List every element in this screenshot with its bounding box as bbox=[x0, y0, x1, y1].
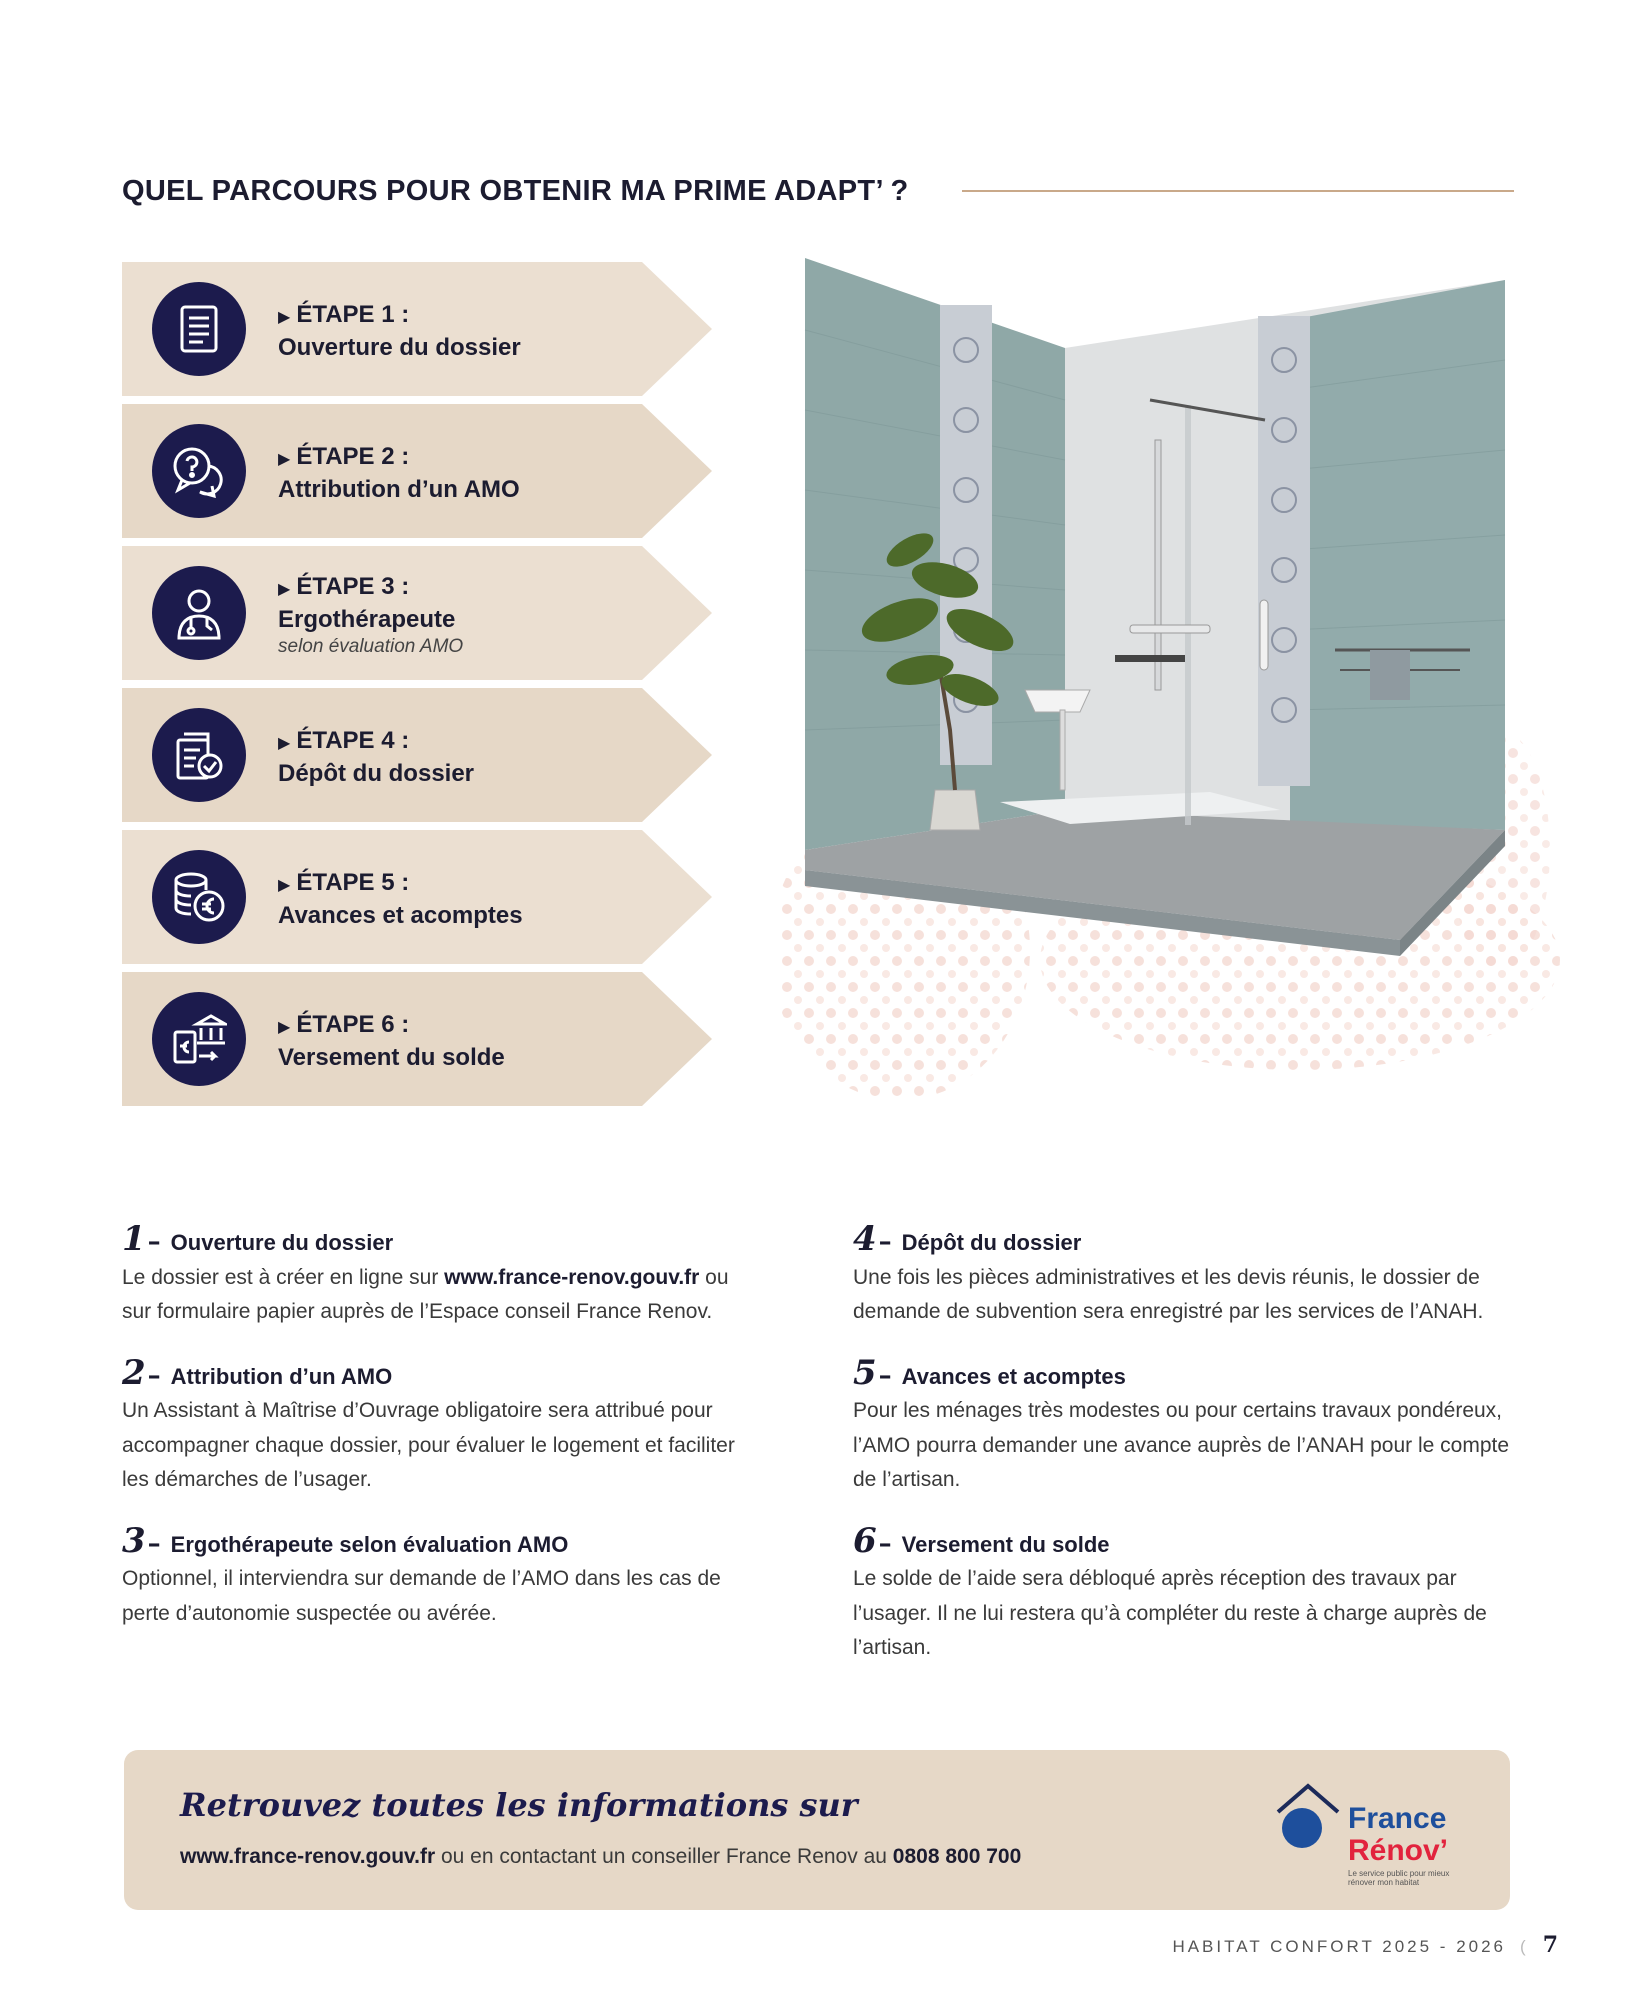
details-right-column bbox=[853, 1219, 1533, 1692]
detail-body-1: Le dossier est à créer en ligne sur www.france-renov.gouv.fr ou sur formulaire papier auprès de l’Espace conseil France Renov. bbox=[122, 1265, 729, 1323]
step-1-name: Ouverture du dossier bbox=[278, 334, 521, 361]
step-3-note: selon évaluation AMO bbox=[278, 636, 464, 657]
banner-phone: 0808 800 700 bbox=[892, 1845, 1022, 1868]
step-5-name: Avances et acomptes bbox=[278, 902, 523, 929]
step-6-name: Versement du solde bbox=[278, 1044, 505, 1071]
detail-number-2: 2 – bbox=[122, 1356, 161, 1393]
bank-transfer-icon bbox=[152, 992, 246, 1086]
detail-body-2: Un Assistant à Maîtrise d’Ouvrage obligatoire sera attribué pour accompagner chaque dossier, pour évaluer le logement et faciliter les démarches de l’usager. bbox=[122, 1399, 735, 1491]
step-1-label: ▶ ÉTAPE 1 : bbox=[278, 301, 410, 328]
detail-item-1 bbox=[122, 1219, 762, 1330]
step-3 bbox=[122, 546, 712, 680]
svg-text:France: France bbox=[1348, 1802, 1447, 1835]
step-3-name: Ergothérapeute bbox=[278, 606, 456, 633]
step-4-name: Dépôt du dossier bbox=[278, 760, 475, 787]
step-6 bbox=[122, 972, 712, 1106]
detail-number-5: 5 – bbox=[853, 1356, 892, 1393]
detail-item-5 bbox=[853, 1352, 1533, 1498]
page-number: 7 bbox=[1542, 1932, 1558, 1958]
step-2 bbox=[122, 404, 712, 538]
step-6-label: ▶ ÉTAPE 6 : bbox=[278, 1011, 410, 1038]
detail-number-6: 6 – bbox=[853, 1524, 892, 1561]
detail-title-3: Ergothérapeute selon évaluation AMO bbox=[170, 1531, 569, 1557]
detail-item-6 bbox=[853, 1520, 1533, 1666]
detail-title-5: Avances et acomptes bbox=[901, 1363, 1126, 1389]
banner-heading: Retrouvez toutes les informations sur bbox=[180, 1786, 858, 1824]
detail-item-2 bbox=[122, 1352, 762, 1498]
svg-text:rénover mon habitat: rénover mon habitat bbox=[1348, 1878, 1420, 1887]
step-1 bbox=[122, 262, 712, 396]
step-2-label: ▶ ÉTAPE 2 : bbox=[278, 443, 410, 470]
svg-text:Le service public pour mieux: Le service public pour mieux bbox=[1348, 1869, 1450, 1878]
detail-title-2: Attribution d’un AMO bbox=[170, 1363, 393, 1389]
question-chat-icon bbox=[152, 424, 246, 518]
detail-title-1: Ouverture du dossier bbox=[170, 1230, 394, 1255]
step-5 bbox=[122, 830, 712, 964]
france-renov-logo bbox=[1274, 1778, 1474, 1888]
publication-name: HABITAT CONFORT 2025 - 2026 bbox=[1172, 1937, 1507, 1956]
banner-contact-line: www.france-renov.gouv.fr ou en contactant un conseiller France Renov au 0808 800 700 bbox=[180, 1845, 1022, 1868]
details-left-column bbox=[122, 1219, 762, 1657]
title-rule bbox=[962, 190, 1514, 192]
detail-item-4 bbox=[853, 1219, 1533, 1330]
step-4 bbox=[122, 688, 712, 822]
banner-url-link[interactable]: www.france-renov.gouv.fr bbox=[180, 1845, 436, 1868]
step-4-label: ▶ ÉTAPE 4 : bbox=[278, 727, 410, 754]
step-5-label: ▶ ÉTAPE 5 : bbox=[278, 869, 410, 896]
page-footer: HABITAT CONFORT 2025 - 2026 ( 7 bbox=[1172, 1932, 1558, 1958]
info-banner bbox=[124, 1750, 1510, 1910]
detail-body-4: Une fois les pièces administratives et les devis réunis, le dossier de demande de subvention sera enregistré par les services de l’ANAH. bbox=[853, 1265, 1484, 1323]
detail-number-1: 1 – bbox=[122, 1222, 161, 1259]
coins-euro-icon bbox=[152, 850, 246, 944]
svg-text:Rénov’: Rénov’ bbox=[1348, 1834, 1449, 1867]
step-2-name: Attribution d’un AMO bbox=[278, 476, 520, 503]
detail-title-4: Dépôt du dossier bbox=[901, 1230, 1082, 1255]
step-3-label: ▶ ÉTAPE 3 : bbox=[278, 573, 410, 600]
detail-body-3: Optionnel, il interviendra sur demande de l’AMO dans les cas de perte d’autonomie suspectée ou avérée. bbox=[122, 1567, 721, 1625]
steps-list bbox=[122, 262, 712, 1114]
detail-body-5: Pour les ménages très modestes ou pour certains travaux pondéreux, l’AMO pourra demander une avance auprès de l’ANAH pour le compte de l’artisan. bbox=[853, 1399, 1510, 1491]
france-renov-link[interactable]: www.france-renov.gouv.fr bbox=[444, 1265, 700, 1289]
detail-item-3 bbox=[122, 1520, 762, 1632]
detail-number-4: 4 – bbox=[853, 1222, 892, 1259]
detail-body-6: Le solde de l’aide sera débloqué après réception des travaux par l’usager. Il ne lui restera qu’à compléter du reste à charge auprès de l’artisan. bbox=[853, 1567, 1487, 1659]
detail-title-6: Versement du solde bbox=[901, 1531, 1110, 1557]
file-check-icon bbox=[152, 708, 246, 802]
bathroom-illustration bbox=[780, 250, 1560, 1110]
detail-number-3: 3 – bbox=[122, 1524, 161, 1561]
page-title: QUEL PARCOURS POUR OBTENIR MA PRIME ADAPT’ ? bbox=[122, 175, 909, 207]
doctor-icon bbox=[152, 566, 246, 660]
document-icon bbox=[152, 282, 246, 376]
